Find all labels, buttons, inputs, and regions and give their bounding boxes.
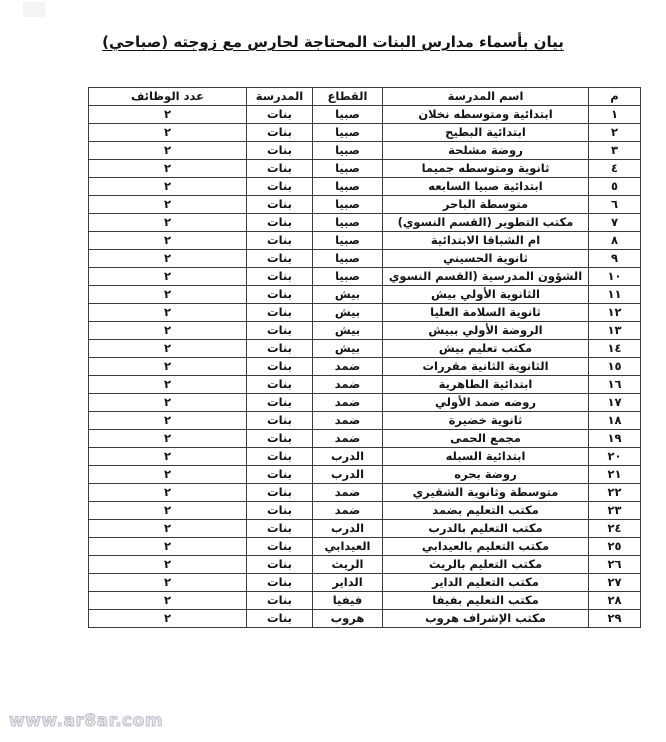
- row-number-cell: ١٠: [589, 268, 641, 286]
- row-number-cell: ١٢: [589, 304, 641, 322]
- table-row: [89, 610, 641, 628]
- jobs-count-cell: ٢: [89, 160, 247, 178]
- jobs-count-cell: ٢: [89, 196, 247, 214]
- school-type-cell: بنات: [247, 376, 313, 394]
- school-name-cell: روضه ضمد الأولي: [383, 394, 589, 412]
- row-number-cell: ١٥: [589, 358, 641, 376]
- table-row: [89, 160, 641, 178]
- table-row: [89, 340, 641, 358]
- table-row: [89, 574, 641, 592]
- faint-corner-mark: [23, 2, 45, 17]
- school-name-cell: ثانوية السلامة العليا: [383, 304, 589, 322]
- school-type-cell: بنات: [247, 250, 313, 268]
- school-name-cell: ابتدائية صبيا السابعه: [383, 178, 589, 196]
- school-name-cell: مكتب التعليم بضمد: [383, 502, 589, 520]
- school-name-cell: ابتدائية الطاهرية: [383, 376, 589, 394]
- row-number-cell: ٥: [589, 178, 641, 196]
- school-type-cell: بنات: [247, 538, 313, 556]
- sector-cell: فيفيا: [313, 592, 383, 610]
- school-name-cell: ام الشباقا الابتدائية: [383, 232, 589, 250]
- school-name-cell: الثانوية الأولي بيش: [383, 286, 589, 304]
- table-row: [89, 304, 641, 322]
- school-type-cell: بنات: [247, 592, 313, 610]
- sector-cell: صبيا: [313, 160, 383, 178]
- sector-cell: الدرب: [313, 466, 383, 484]
- sector-cell: بيش: [313, 322, 383, 340]
- row-number-cell: ٧: [589, 214, 641, 232]
- table-row: [89, 412, 641, 430]
- row-number-cell: ٩: [589, 250, 641, 268]
- school-type-cell: بنات: [247, 178, 313, 196]
- sector-cell: صبيا: [313, 232, 383, 250]
- school-name-cell: مكتب التعليم الداير: [383, 574, 589, 592]
- header-school-type: المدرسة: [247, 88, 313, 106]
- school-type-cell: بنات: [247, 466, 313, 484]
- sector-cell: ضمد: [313, 394, 383, 412]
- school-name-cell: مجمع الحمى: [383, 430, 589, 448]
- table-row: [89, 592, 641, 610]
- school-type-cell: بنات: [247, 214, 313, 232]
- school-type-cell: بنات: [247, 394, 313, 412]
- school-name-cell: روضة بحره: [383, 466, 589, 484]
- row-number-cell: ١٨: [589, 412, 641, 430]
- school-name-cell: ثانوية ومتوسطه جميما: [383, 160, 589, 178]
- sector-cell: الدرب: [313, 448, 383, 466]
- jobs-count-cell: ٢: [89, 592, 247, 610]
- jobs-count-cell: ٢: [89, 484, 247, 502]
- table-row: [89, 286, 641, 304]
- jobs-count-cell: ٢: [89, 322, 247, 340]
- jobs-count-cell: ٢: [89, 268, 247, 286]
- school-type-cell: بنات: [247, 286, 313, 304]
- table-header-row: [89, 88, 641, 106]
- table-row: [89, 106, 641, 124]
- sector-cell: ضمد: [313, 358, 383, 376]
- jobs-count-cell: ٢: [89, 412, 247, 430]
- sector-cell: العيدابي: [313, 538, 383, 556]
- school-name-cell: ابتدائية ومتوسطه نخلان: [383, 106, 589, 124]
- row-number-cell: ٢٩: [589, 610, 641, 628]
- jobs-count-cell: ٢: [89, 448, 247, 466]
- jobs-count-cell: ٢: [89, 340, 247, 358]
- table-row: [89, 142, 641, 160]
- jobs-count-cell: ٢: [89, 178, 247, 196]
- row-number-cell: ٢٨: [589, 592, 641, 610]
- table-body: [89, 106, 641, 628]
- table-row: [89, 178, 641, 196]
- row-number-cell: ١٦: [589, 376, 641, 394]
- jobs-count-cell: ٢: [89, 556, 247, 574]
- row-number-cell: ٢: [589, 124, 641, 142]
- sector-cell: ضمد: [313, 412, 383, 430]
- table-row: [89, 484, 641, 502]
- jobs-count-cell: ٢: [89, 304, 247, 322]
- row-number-cell: ١٧: [589, 394, 641, 412]
- header-jobs-count: عدد الوظائف: [89, 88, 247, 106]
- school-name-cell: ثانوية خضيرة: [383, 412, 589, 430]
- row-number-cell: ١٤: [589, 340, 641, 358]
- school-type-cell: بنات: [247, 322, 313, 340]
- row-number-cell: ٢٧: [589, 574, 641, 592]
- sector-cell: صبيا: [313, 124, 383, 142]
- sector-cell: هروب: [313, 610, 383, 628]
- jobs-count-cell: ٢: [89, 124, 247, 142]
- sector-cell: صبيا: [313, 196, 383, 214]
- jobs-count-cell: ٢: [89, 376, 247, 394]
- table-row: [89, 124, 641, 142]
- table-row: [89, 232, 641, 250]
- row-number-cell: ٢٤: [589, 520, 641, 538]
- school-name-cell: مكتب التعليم بفيفا: [383, 592, 589, 610]
- row-number-cell: ٢٣: [589, 502, 641, 520]
- school-type-cell: بنات: [247, 502, 313, 520]
- school-type-cell: بنات: [247, 574, 313, 592]
- school-name-cell: متوسطة وثانوية الشقيري: [383, 484, 589, 502]
- school-type-cell: بنات: [247, 520, 313, 538]
- school-type-cell: بنات: [247, 268, 313, 286]
- row-number-cell: ٢٦: [589, 556, 641, 574]
- table-row: [89, 466, 641, 484]
- jobs-count-cell: ٢: [89, 610, 247, 628]
- jobs-count-cell: ٢: [89, 250, 247, 268]
- header-school-name: اسم المدرسة: [383, 88, 589, 106]
- sector-cell: بيش: [313, 304, 383, 322]
- table-row: [89, 538, 641, 556]
- table-row: [89, 376, 641, 394]
- school-type-cell: بنات: [247, 484, 313, 502]
- jobs-count-cell: ٢: [89, 520, 247, 538]
- jobs-count-cell: ٢: [89, 358, 247, 376]
- table-row: [89, 394, 641, 412]
- jobs-count-cell: ٢: [89, 286, 247, 304]
- jobs-count-cell: ٢: [89, 214, 247, 232]
- table-row: [89, 448, 641, 466]
- jobs-count-cell: ٢: [89, 502, 247, 520]
- school-type-cell: بنات: [247, 610, 313, 628]
- sector-cell: ضمد: [313, 484, 383, 502]
- school-name-cell: مكتب التعليم بالعيدابي: [383, 538, 589, 556]
- school-name-cell: الثانوية الثانية مقررات: [383, 358, 589, 376]
- row-number-cell: ٦: [589, 196, 641, 214]
- document-title: بيان بأسماء مدارس البنات المحتاجة لحارس مع زوجته (صباحي): [102, 33, 564, 51]
- jobs-count-cell: ٢: [89, 142, 247, 160]
- table-row: [89, 430, 641, 448]
- school-name-cell: ثانوية الحسيني: [383, 250, 589, 268]
- header-row-number: م: [589, 88, 641, 106]
- jobs-count-cell: ٢: [89, 232, 247, 250]
- school-type-cell: بنات: [247, 232, 313, 250]
- row-number-cell: ١١: [589, 286, 641, 304]
- school-type-cell: بنات: [247, 340, 313, 358]
- sector-cell: ضمد: [313, 376, 383, 394]
- jobs-count-cell: ٢: [89, 538, 247, 556]
- sector-cell: صبيا: [313, 178, 383, 196]
- sector-cell: ضمد: [313, 502, 383, 520]
- table-row: [89, 322, 641, 340]
- sector-cell: الريث: [313, 556, 383, 574]
- table-row: [89, 250, 641, 268]
- sector-cell: الدرب: [313, 520, 383, 538]
- school-name-cell: مكتب التعليم بالدرب: [383, 520, 589, 538]
- header-sector: القطاع: [313, 88, 383, 106]
- row-number-cell: ٢٥: [589, 538, 641, 556]
- school-type-cell: بنات: [247, 304, 313, 322]
- school-type-cell: بنات: [247, 358, 313, 376]
- school-name-cell: روضة مشلحة: [383, 142, 589, 160]
- jobs-count-cell: ٢: [89, 394, 247, 412]
- sector-cell: صبيا: [313, 142, 383, 160]
- school-name-cell: ابتدائية السبله: [383, 448, 589, 466]
- school-name-cell: متوسطة الباحر: [383, 196, 589, 214]
- row-number-cell: ١: [589, 106, 641, 124]
- table-row: [89, 520, 641, 538]
- jobs-count-cell: ٢: [89, 106, 247, 124]
- table-row: [89, 214, 641, 232]
- school-type-cell: بنات: [247, 106, 313, 124]
- school-type-cell: بنات: [247, 412, 313, 430]
- row-number-cell: ٨: [589, 232, 641, 250]
- row-number-cell: ٤: [589, 160, 641, 178]
- row-number-cell: ١٩: [589, 430, 641, 448]
- schools-table: [88, 87, 641, 628]
- jobs-count-cell: ٢: [89, 466, 247, 484]
- sector-cell: صبيا: [313, 106, 383, 124]
- school-type-cell: بنات: [247, 556, 313, 574]
- row-number-cell: ٢١: [589, 466, 641, 484]
- sector-cell: صبيا: [313, 268, 383, 286]
- jobs-count-cell: ٢: [89, 574, 247, 592]
- jobs-count-cell: ٢: [89, 430, 247, 448]
- row-number-cell: ٣: [589, 142, 641, 160]
- row-number-cell: ٢٢: [589, 484, 641, 502]
- school-name-cell: مكتب تعليم بيش: [383, 340, 589, 358]
- school-type-cell: بنات: [247, 196, 313, 214]
- site-watermark: www.ar8ar.com: [9, 711, 164, 731]
- school-type-cell: بنات: [247, 142, 313, 160]
- school-name-cell: الشؤون المدرسية (القسم النسوي: [383, 268, 589, 286]
- school-name-cell: مكتب التطوير (القسم النسوي): [383, 214, 589, 232]
- sector-cell: بيش: [313, 286, 383, 304]
- school-name-cell: ابتدائية البطيح: [383, 124, 589, 142]
- sector-cell: الداير: [313, 574, 383, 592]
- table-row: [89, 502, 641, 520]
- row-number-cell: ١٣: [589, 322, 641, 340]
- table-row: [89, 358, 641, 376]
- sector-cell: صبيا: [313, 250, 383, 268]
- school-type-cell: بنات: [247, 160, 313, 178]
- sector-cell: ضمد: [313, 430, 383, 448]
- sector-cell: بيش: [313, 340, 383, 358]
- school-name-cell: مكتب الإشراف هروب: [383, 610, 589, 628]
- sector-cell: صبيا: [313, 214, 383, 232]
- school-type-cell: بنات: [247, 430, 313, 448]
- row-number-cell: ٢٠: [589, 448, 641, 466]
- school-name-cell: مكتب التعليم بالريث: [383, 556, 589, 574]
- table-row: [89, 196, 641, 214]
- school-type-cell: بنات: [247, 448, 313, 466]
- school-name-cell: الروضة الأولي ببيش: [383, 322, 589, 340]
- table-row: [89, 556, 641, 574]
- table-row: [89, 268, 641, 286]
- school-type-cell: بنات: [247, 124, 313, 142]
